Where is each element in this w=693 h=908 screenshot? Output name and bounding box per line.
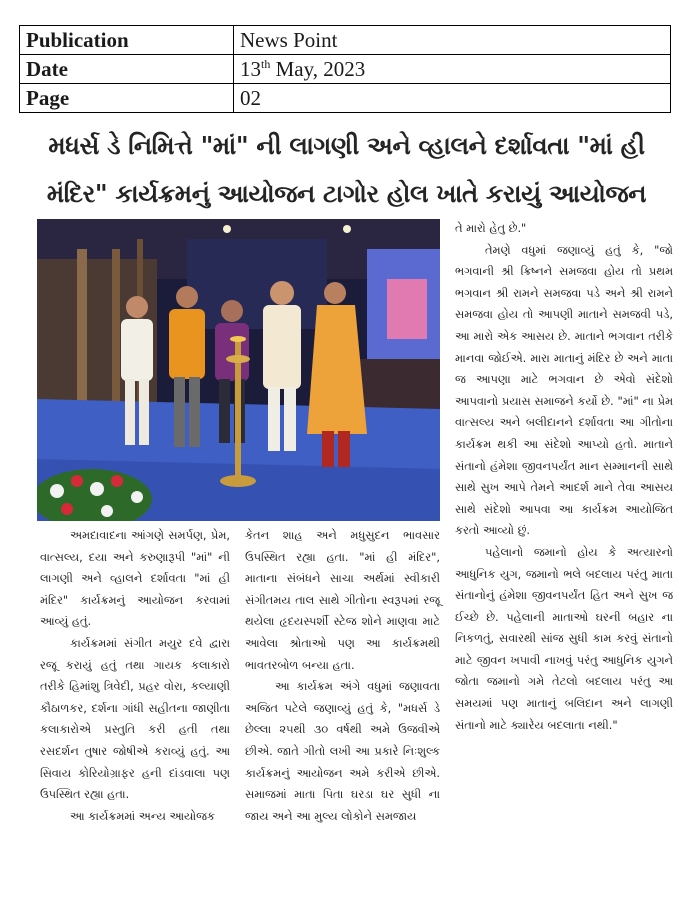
publication-value: News Point bbox=[234, 26, 671, 55]
column3-paragraph-1: તેમણે વધુમાં જણાવ્યું હતું કે, "જો ભગવાની શ્રી ક્રિષ્નને સમજવા હોય તો પ્રથમ ભગવાન શ્રી રામને સમજવા પડે અને શ્રી રામને સમજવા હોય તો આપણી માતાને સમજવી પડે, આ મારો એક આસય છે. માતાને ભગવાન તરીકે માનવા જોઈએ. મારા માતાનું મંદિર છે અને માતા જ આપણા માટે ભગવાન છે એવો સંદેશો આપવાનો પ્રયાસ સમાજને કર્યો છે. "માં" ના પ્રેમ વાત્સલ્ય અને બલીદાનને દર્શાવતા આ ગીતોના કાર્યક્રમ થકી આ સંદેશો આપ્યો હતો. માતાને સંતાનો હંમેશા જીવનપર્યંત માન સમ્માનની સાથે સાથે સુખ આપે તેમને આદર્શ માને તેવા આસય સાથે સંદેશો આપવા આ કાર્યક્રમ આયોજિત કરતો આવ્યો છું. bbox=[455, 242, 673, 538]
publication-info-table bbox=[19, 25, 671, 113]
date-label: Date bbox=[20, 55, 234, 84]
publication-label: Publication bbox=[20, 26, 234, 55]
page-label: Page bbox=[20, 84, 234, 113]
article-headline bbox=[14, 122, 679, 218]
headline-line-2: મંદિર" કાર્યક્રમનું આયોજન ટાગોર હોલ ખાતે કરાયું આયોજન bbox=[46, 179, 647, 208]
publication-row bbox=[20, 26, 671, 55]
column3-paragraph-0: તે મારો હેતુ છે." bbox=[455, 221, 527, 235]
date-day: 13 bbox=[240, 56, 261, 81]
date-rest: May, 2023 bbox=[270, 56, 366, 81]
date-row bbox=[20, 55, 671, 84]
page-row bbox=[20, 84, 671, 113]
column3-paragraph-2: પહેલાનો જમાનો હોય કે અત્યારનો આધુનિક યુગ, જમાનો ભલે બદલાય પરંતુ માતા સંતાનોનું હંમેશા જીવનપર્યંત હિત અને સુખ જ ઈચ્છે છે. પહેલાની માતાઓ ઘરની બહાર ના નિકળતું, સવારથી સાંજ સુધી કામ કરવું સંતાનો માટે જીવન ખપાવી નાખવું પરંતુ આધુનિક યુગને જોતા જમાનો ગમે તેટલો બદલાય પરંતુ આ સમયમાં પણ માતાનું બલિદાન અને લાગણી સંતાનો માટે ક્યારેય બદલાતા નથી." bbox=[455, 544, 673, 732]
date-suffix: th bbox=[261, 56, 271, 71]
article-column-2 bbox=[245, 525, 440, 827]
event-photo bbox=[37, 219, 440, 521]
column1-paragraph-2: કાર્યક્રમમાં સંગીત મયુર દવે દ્વારા રજૂ કરાયું હતું તથા ગાયક કલાકારો તરીકે હિમાંશુ ત્રિવેદી, પ્રહર વોરા, કલ્યાણી કૌઠાળકર, દર્શના ગાંધી સહીતના જાણીતા કલાકારોએ પ્રસ્તુતિ કરી હતી તથા રસદર્શન તુષાર જોષીએ કરાવ્યું હતું. આ સિવાય કોરિયોગ્રાફર હની દાંડવાલા પણ ઉપસ્થિત રહ્યા હતા. bbox=[40, 635, 230, 802]
article-column-3 bbox=[455, 218, 673, 736]
event-photo-illustration bbox=[37, 219, 440, 521]
date-value bbox=[234, 55, 671, 84]
column1-paragraph-3: આ કાર્યક્રમમાં અન્ય આયોજક bbox=[70, 808, 215, 823]
article-column-1 bbox=[40, 525, 230, 827]
column1-paragraph-1: અમદાવાદના આંગણે સમર્પણ, પ્રેમ, વાત્સલ્ય, દયા અને કરુણારૂપી "માં" ની લાગણી અને વ્હાલને દર્શાવતા "માં હી મંદિર" કાર્યક્રમનું આયોજન કરવામાં આવ્યું હતું. bbox=[40, 528, 230, 629]
page-value: 02 bbox=[234, 84, 671, 113]
column2-paragraph-1: કેતન શાહ અને મધુસુદન ભાવસાર ઉપસ્થિત રહ્યા હતા. "માં હી મંદિર", માતાના સંબંધને સાચા અર્થમાં સ્વીકારી સંગીતમય તાલ સાથે ગીતોના સ્વરૂપમાં રજૂ થયેલા હૃદયસ્પર્શી સ્ટેજ શોને માણવા માટે આવેલા શ્રોતાઓ પણ આ કાર્યક્રમથી ભાવતરબોળ બન્યા હતા. bbox=[245, 528, 440, 672]
headline-line-1: મધર્સ ડે નિમિત્તે "માં" ની લાગણી અને વ્હાલને દર્શાવતા "માં હી bbox=[48, 131, 645, 160]
column2-paragraph-2: આ કાર્યક્રમ અંગે વધુમાં જણાવતા અજિત પટેલે જણાવ્યું હતું કે, "મધર્સ ડે છેલ્લા ૨૫થી ૩૦ વર્ષથી અમે ઉજવીએ છીએ. જાતે ગીતો લખી આ પ્રકારે નિઃશુલ્ક કાર્યક્રમનું આયોજન અમે કરીએ છીએ. સમાજમાં માતા પિતા ઘરડા ઘર સુધી ના જાય અને આ મુલ્ય લોકોને સમજાય bbox=[245, 679, 440, 823]
